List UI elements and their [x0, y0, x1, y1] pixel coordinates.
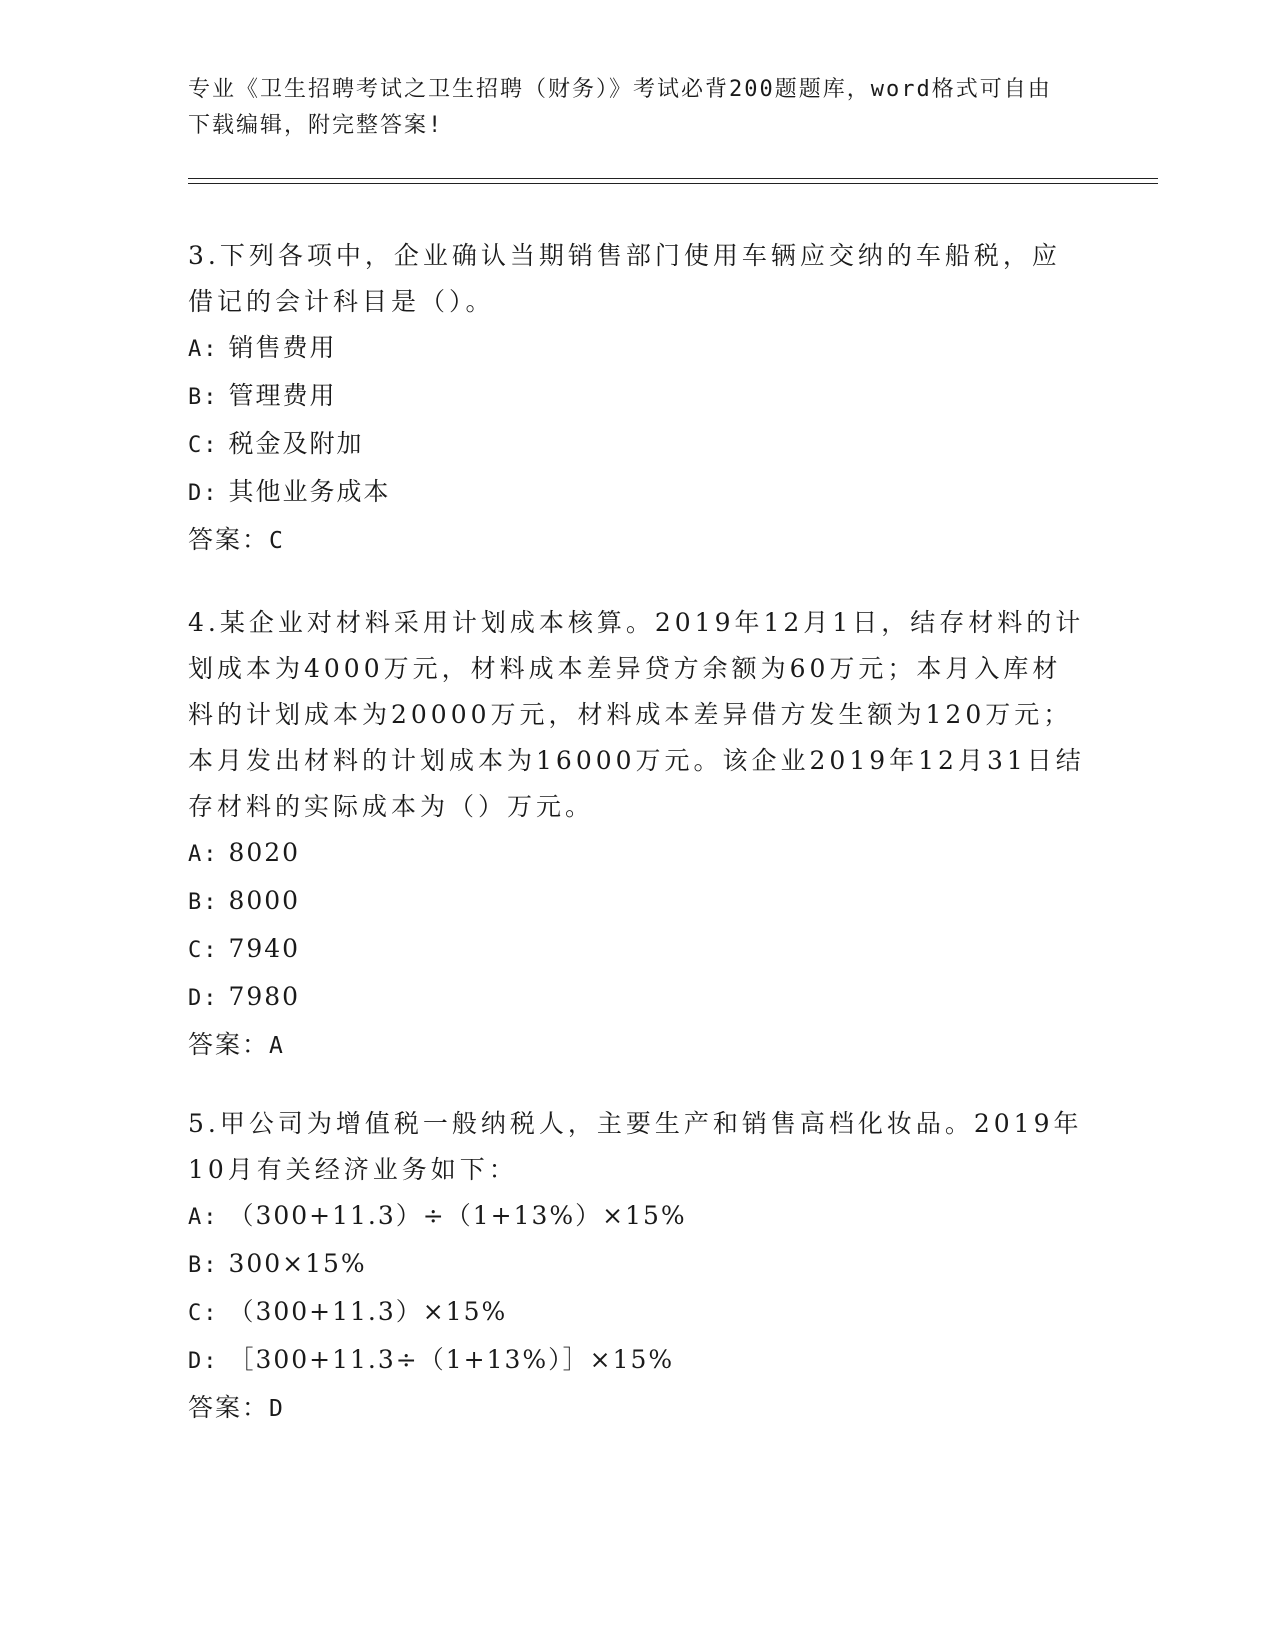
answer-value: A	[269, 1033, 285, 1059]
option-letter: B:	[188, 1253, 219, 1278]
option-letter: C:	[188, 938, 219, 963]
option-letter: C:	[188, 433, 219, 458]
option-text: 管理费用	[228, 381, 337, 410]
answer-label: 答案：	[188, 525, 270, 554]
option-letter: A:	[188, 842, 219, 867]
option-b	[188, 878, 1088, 926]
document-header: 专业《卫生招聘考试之卫生招聘（财务）》考试必背200题题库，word格式可自由下载编辑，附完整答案!	[188, 77, 1052, 138]
option-a	[188, 830, 1088, 878]
option-letter: D:	[188, 986, 219, 1011]
option-letter: D:	[188, 481, 219, 506]
option-a	[188, 1193, 1088, 1241]
option-d	[188, 1337, 1088, 1385]
option-text: 8020	[228, 838, 301, 867]
option-letter: A:	[188, 337, 219, 362]
option-b	[188, 1241, 1088, 1289]
option-letter: B:	[188, 385, 219, 410]
option-text: 8000	[228, 886, 301, 915]
option-c	[188, 1289, 1088, 1337]
option-text: 300×15%	[228, 1249, 367, 1278]
answer-line	[188, 517, 1088, 564]
question-stem: 3.下列各项中，企业确认当期销售部门使用车辆应交纳的车船税，应借记的会计科目是（）。	[188, 241, 1061, 316]
question-3	[188, 233, 1088, 564]
header-divider-top	[188, 178, 1158, 179]
option-b	[188, 373, 1088, 421]
question-4	[188, 600, 1088, 1069]
option-text: 7940	[228, 934, 301, 963]
option-text: 7980	[228, 982, 301, 1011]
option-d	[188, 974, 1088, 1022]
option-letter: C:	[188, 1301, 219, 1326]
answer-label: 答案：	[188, 1393, 270, 1422]
answer-label: 答案：	[188, 1030, 270, 1059]
option-text: 销售费用	[228, 333, 337, 362]
option-text: 其他业务成本	[228, 477, 391, 506]
header-divider-bottom	[188, 183, 1158, 184]
option-letter: B:	[188, 890, 219, 915]
option-c	[188, 421, 1088, 469]
option-text: 税金及附加	[228, 429, 364, 458]
option-text: （300+11.3）×15%	[228, 1297, 508, 1326]
option-a	[188, 325, 1088, 373]
option-text: ［300+11.3÷（1+13%）］×15%	[228, 1345, 675, 1374]
option-text: （300+11.3）÷（1+13%）×15%	[228, 1201, 687, 1230]
option-letter: A:	[188, 1205, 219, 1230]
option-d	[188, 469, 1088, 517]
option-letter: D:	[188, 1349, 219, 1374]
answer-line	[188, 1385, 1088, 1432]
answer-value: C	[269, 528, 285, 554]
question-stem: 4.某企业对材料采用计划成本核算。2019年12月1日，结存材料的计划成本为4000万元，材料成本差异贷方余额为60万元；本月入库材料的计划成本为20000万元，材料成本差异借方发生额为120万元；本月发出材料的计划成本为16000万元。该企业2019年12月31日结存材料的实际成本为（）万元。	[188, 608, 1085, 821]
answer-line	[188, 1022, 1088, 1069]
question-stem: 5.甲公司为增值税一般纳税人，主要生产和销售高档化妆品。2019年10月有关经济业务如下：	[188, 1109, 1083, 1184]
question-5	[188, 1101, 1088, 1432]
answer-value: D	[269, 1396, 285, 1422]
option-c	[188, 926, 1088, 974]
